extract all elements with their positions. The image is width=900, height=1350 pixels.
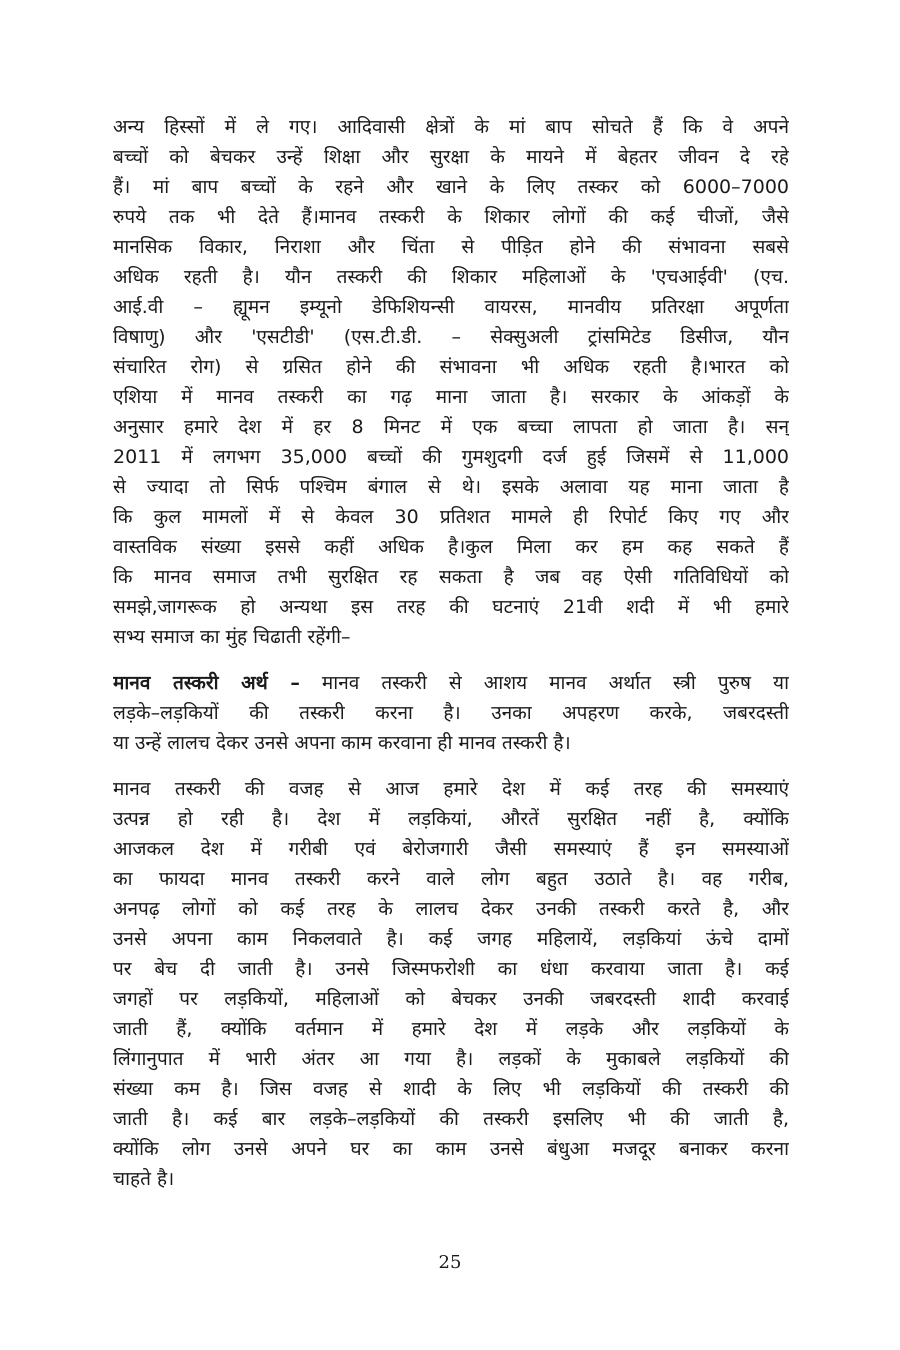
text-line: विषाणु) और 'एसटीडी' (एस.टी.डी. – सेक्सुअली ट्रांसमिटेड डिसीज, यौन	[113, 326, 789, 348]
text-line: अनपढ़ लोगों को कई तरह के लालच देकर उनकी तस्करी करते है, और	[113, 898, 789, 920]
text-line: बच्चों को बेचकर उन्हें शिक्षा और सुरक्षा के मायने में बेहतर जीवन दे रहे	[113, 146, 789, 168]
text-line	[113, 668, 789, 698]
text-line: जगहों पर लड़कियों, महिलाओं को बेचकर उनकी जबरदस्ती शादी करवाई	[113, 988, 789, 1010]
text-line: कि कुल मामलों में से केवल 30 प्रतिशत मामले ही रिपोर्ट किए गए और	[113, 506, 789, 528]
text-line: लड़के–लड़कियों की तस्करी करना है। उनका अपहरण करके, जबरदस्ती	[113, 702, 789, 724]
text-line: एशिया में मानव तस्करी का गढ़ माना जाता है। सरकार के आंकड़ों के	[113, 386, 789, 408]
text-line: संख्या कम है। जिस वजह से शादी के लिए भी लड़कियों की तस्करी की	[113, 1078, 789, 1100]
heading-line-text: मानव तस्करी से आशय मानव अर्थात स्त्री पुरुष या	[299, 672, 789, 694]
text-line: क्योंकि लोग उनसे अपने घर का काम उनसे बंधुआ मजदूर बनाकर करना	[113, 1138, 789, 1160]
text-line: संचारित रोग) से ग्रसित होने की संभावना भी अधिक रहती है।भारत को	[113, 356, 789, 378]
document-body	[113, 112, 789, 1194]
text-line: मानसिक विकार, निराशा और चिंता से पीड़ित होने की संभावना सबसे	[113, 236, 789, 258]
text-line: अनुसार हमारे देश में हर 8 मिनट में एक बच्चा लापता हो जाता है। सन्	[113, 416, 789, 438]
text-line: उत्पन्न हो रही है। देश में लड़कियां, औरतें सुरक्षित नहीं है, क्योंकि	[113, 808, 789, 830]
text-line: रुपये तक भी देते हैं।मानव तस्करी के शिकार लोगों की कई चीजों, जैसे	[113, 206, 789, 228]
text-line: कि मानव समाज तभी सुरक्षित रह सकता है जब वह ऐसी गतिविधियों को	[113, 566, 789, 588]
text-line: 2011 में लगभग 35,000 बच्चों की गुमशुदगी दर्ज हुई जिसमें से 11,000	[113, 446, 789, 468]
text-line: अन्य हिस्सों में ले गए। आदिवासी क्षेत्रों के मां बाप सोचते हैं कि वे अपने	[113, 116, 789, 138]
text-line: सभ्य समाज का मुंह चिढाती रहेंगी–	[113, 626, 351, 648]
page-number: 25	[438, 1252, 462, 1273]
text-line: हैं। मां बाप बच्चों के रहने और खाने के लिए तस्कर को 6000–7000	[113, 176, 789, 198]
text-line: जाती हैं, क्योंकि वर्तमान में हमारे देश में लड़के और लड़कियों के	[113, 1018, 789, 1040]
paragraph-trafficking-overview	[113, 112, 789, 652]
text-line: समझे,जागरूक हो अन्यथा इस तरह की घटनाएं 21वी शदी में भी हमारे	[113, 596, 789, 618]
text-line: से ज्यादा तो सिर्फ पश्चिम बंगाल से थे। इसके अलावा यह माना जाता है	[113, 476, 789, 498]
text-line: पर बेच दी जाती है। उनसे जिस्मफरोशी का धंधा करवाया जाता है। कई	[113, 958, 789, 980]
paragraph-trafficking-meaning	[113, 668, 789, 758]
text-line: अधिक रहती है। यौन तस्करी की शिकार महिलाओं के 'एचआईवी' (एच.	[113, 266, 789, 288]
text-line: आजकल देश में गरीबी एवं बेरोजगारी जैसी समस्याएं हैं इन समस्याओं	[113, 838, 789, 860]
text-line: जाती है। कई बार लड़के–लड़कियों की तस्करी इसलिए भी की जाती है,	[113, 1108, 789, 1130]
text-line: मानव तस्करी की वजह से आज हमारे देश में कई तरह की समस्याएं	[113, 778, 789, 800]
text-line: उनसे अपना काम निकलवाते है। कई जगह महिलायें, लड़कियां ऊंचे दामों	[113, 928, 789, 950]
text-line: लिंगानुपात में भारी अंतर आ गया है। लड़कों के मुकाबले लड़कियों की	[113, 1048, 789, 1070]
section-heading: मानव तस्करी अर्थ –	[113, 672, 300, 694]
text-line: का फायदा मानव तस्करी करने वाले लोग बहुत उठाते है। वह गरीब,	[113, 868, 789, 890]
text-line: या उन्हें लालच देकर उनसे अपना काम करवाना ही मानव तस्करी है।	[113, 732, 571, 754]
text-line: वास्तविक संख्या इससे कहीं अधिक है।कुल मिला कर हम कह सकते हैं	[113, 536, 789, 558]
text-line: आई.वी – ह्यूमन इम्यूनो डेफिशियन्सी वायरस, मानवीय प्रतिरक्षा अपूर्णता	[113, 296, 789, 318]
text-line: चाहते है।	[113, 1168, 175, 1190]
paragraph-trafficking-problems	[113, 774, 789, 1194]
